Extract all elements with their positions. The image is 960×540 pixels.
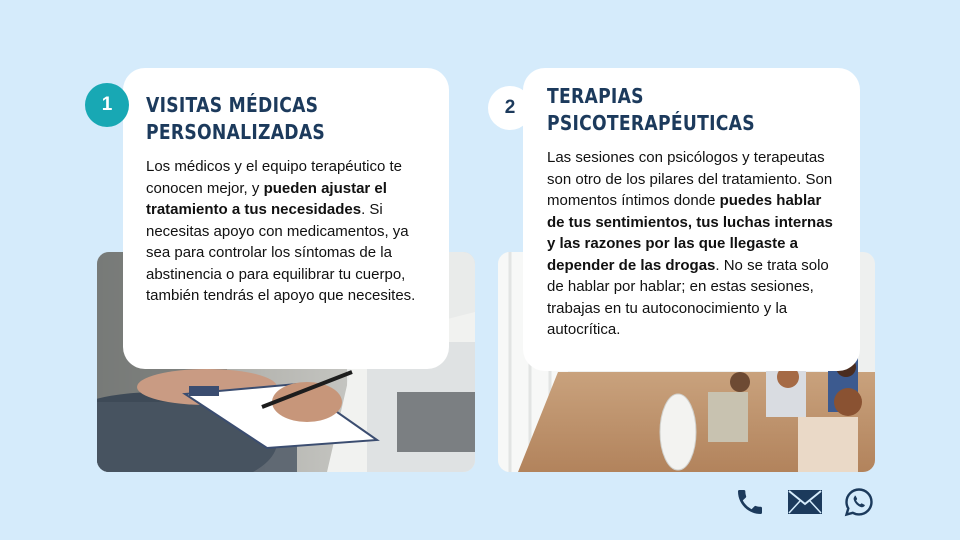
- body-text: . No se trata solo de hablar por hablar; en estas sesiones, trabajas en tu autoconocimiento y la autocrítica.: [547, 256, 829, 338]
- card-title-line: VISITAS MÉDICAS: [146, 93, 319, 117]
- step-number-badge: [488, 86, 532, 130]
- body-text: Los médicos y el equipo terapéutico te conocen mejor, y: [146, 158, 402, 197]
- card-title-line: PSICOTERAPÉUTICAS: [547, 111, 755, 135]
- mail-icon[interactable]: [786, 486, 824, 518]
- step-number-badge: [85, 83, 129, 127]
- body-highlight: pueden ajustar el tratamiento a tus necesidades: [146, 179, 387, 218]
- card-title: [146, 92, 325, 146]
- step-number: 1: [101, 94, 113, 115]
- body-text: . Si necesitas apoyo con medicamentos, ya sea para controlar los síntomas de la abstinencia o para equilibrar tu cuerpo, también tendrás el apoyo que necesites.: [146, 201, 416, 304]
- body-highlight: puedes hablar de tus sentimientos, tus luchas internas y las razones por las que llegaste a depender de las drogas: [547, 192, 833, 274]
- whatsapp-icon[interactable]: [841, 484, 877, 520]
- body-text: Las sesiones con psicólogos y terapeutas son otro de los pilares del tratamiento. Son momentos íntimos donde: [547, 149, 833, 209]
- card-title: [547, 83, 755, 137]
- card-title-line: TERAPIAS: [547, 84, 644, 108]
- phone-icon[interactable]: [732, 484, 768, 520]
- step-number: 2: [504, 97, 516, 118]
- card-body: [146, 156, 428, 307]
- card-title-line: PERSONALIZADAS: [146, 120, 326, 144]
- card-body: [547, 147, 842, 341]
